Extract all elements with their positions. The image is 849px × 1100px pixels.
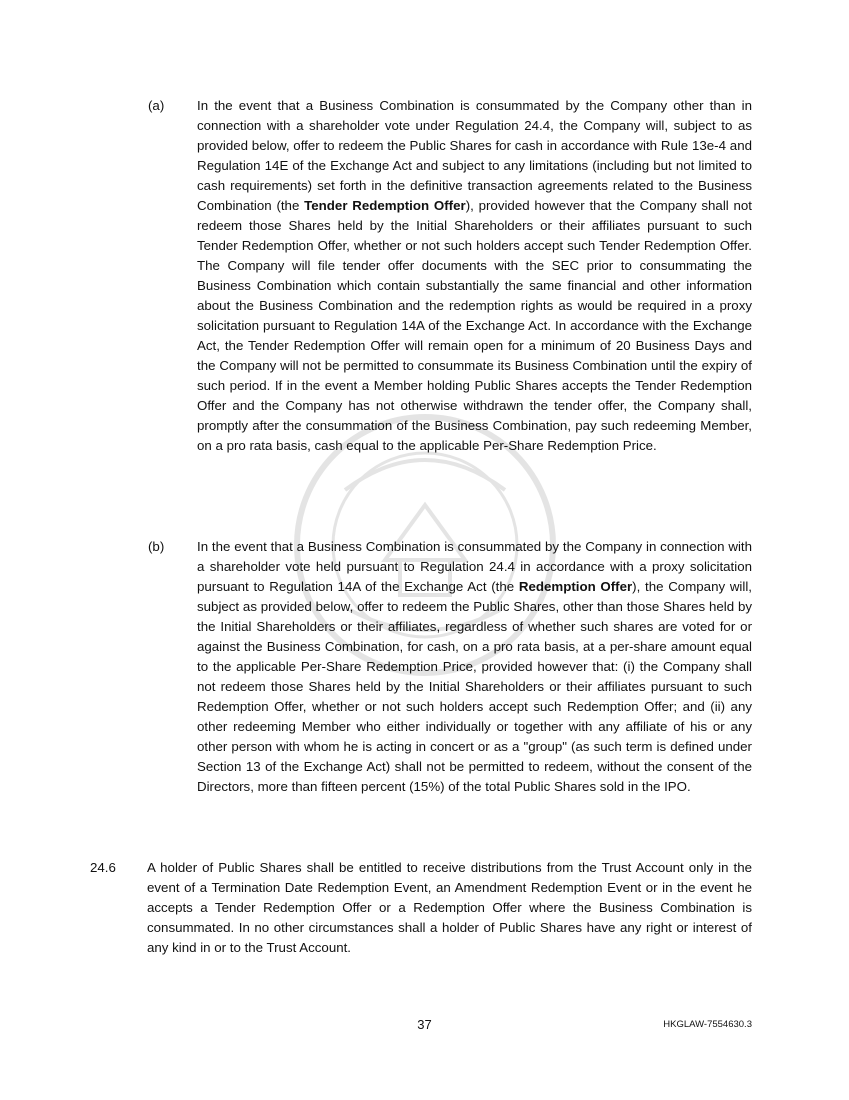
clause-a-text: In the event that a Business Combination is consummated by the Company other than in connection with a shareholder vote under Regulation 24.4, the Company will, subject to as provided below, offer to redeem the Public Shares for cash in accordance with Rule 13e-4 and Regulation 14E of the Exchange Act and subject to any limitations (including but not limited to cash requirements) set forth in the definitive transaction agreements related to the Business Combination (the Tender Redemption Offer), provided however that the Company shall not redeem those Shares held by the Initial Shareholders or their affiliates pursuant to such Tender Redemption Offer, whether or not such holders accept such Tender Redemption Offer. The Company will file tender offer documents with the SEC prior to consummating the Business Combination which contain substantially the same financial and other information about the Business Combination and the redemption rights as would be required in a proxy solicitation pursuant to Regulation 14A of the Exchange Act. In accordance with the Exchange Act, the Tender Redemption Offer will remain open for a minimum of 20 Business Days and the Company will not be permitted to consummate its Business Combination until the expiry of such period. If in the event a Member holding Public Shares accepts the Tender Redemption Offer and the Company has not otherwise withdrawn the tender offer, the Company shall, promptly after the consummation of the Business Combination, pay such redeeming Member, on a pro rata basis, cash equal to the applicable Per-Share Redemption Price. — [197, 98, 752, 453]
clause-b-text: In the event that a Business Combination is consummated by the Company in connection with a shareholder vote held pursuant to Regulation 24.4 in accordance with a proxy solicitation pursuant to Regulation 14A of the Exchange Act (the Redemption Offer), the Company will, subject as provided below, offer to redeem the Public Shares, other than those Shares held by the Initial Shareholders or their affiliates, regardless of whether such shares are voted for or against the Business Combination, for cash, on a pro rata basis, at a per-share amount equal to the applicable Per-Share Redemption Price, provided however that: (i) the Company shall not redeem those Shares held by the Initial Shareholders or their affiliates pursuant to such Redemption Offer, whether or not such holders accept such Redemption Offer; and (ii) any other redeeming Member who either individually or together with any affiliate of his or any other person with whom he is acting in concert or as a "group" (as such term is defined under Section 13 of the Exchange Act) shall not be permitted to redeem, without the consent of the Directors, more than fifteen percent (15%) of the total Public Shares sold in the IPO. — [197, 539, 752, 794]
clause-a-label: (a) — [148, 98, 165, 113]
page-number: 37 — [417, 1017, 432, 1032]
defined-term-tender-redemption-offer: Tender Redemption Offer — [304, 198, 466, 213]
clause-24-6-text: A holder of Public Shares shall be entitled to receive distributions from the Trust Account only in the event of a Termination Date Redemption Event, an Amendment Redemption Event or in the event he accepts a Tender Redemption Offer or a Redemption Offer where the Business Combination is consummated. In no other circumstances shall a holder of Public Shares have any right or interest of any kind in or to the Trust Account. — [147, 860, 752, 955]
clause-24-6-label: 24.6 — [90, 860, 116, 875]
defined-term-redemption-offer: Redemption Offer — [518, 579, 633, 594]
document-reference: HKGLAW-7554630.3 — [663, 1019, 752, 1030]
clause-b-label: (b) — [148, 539, 165, 554]
